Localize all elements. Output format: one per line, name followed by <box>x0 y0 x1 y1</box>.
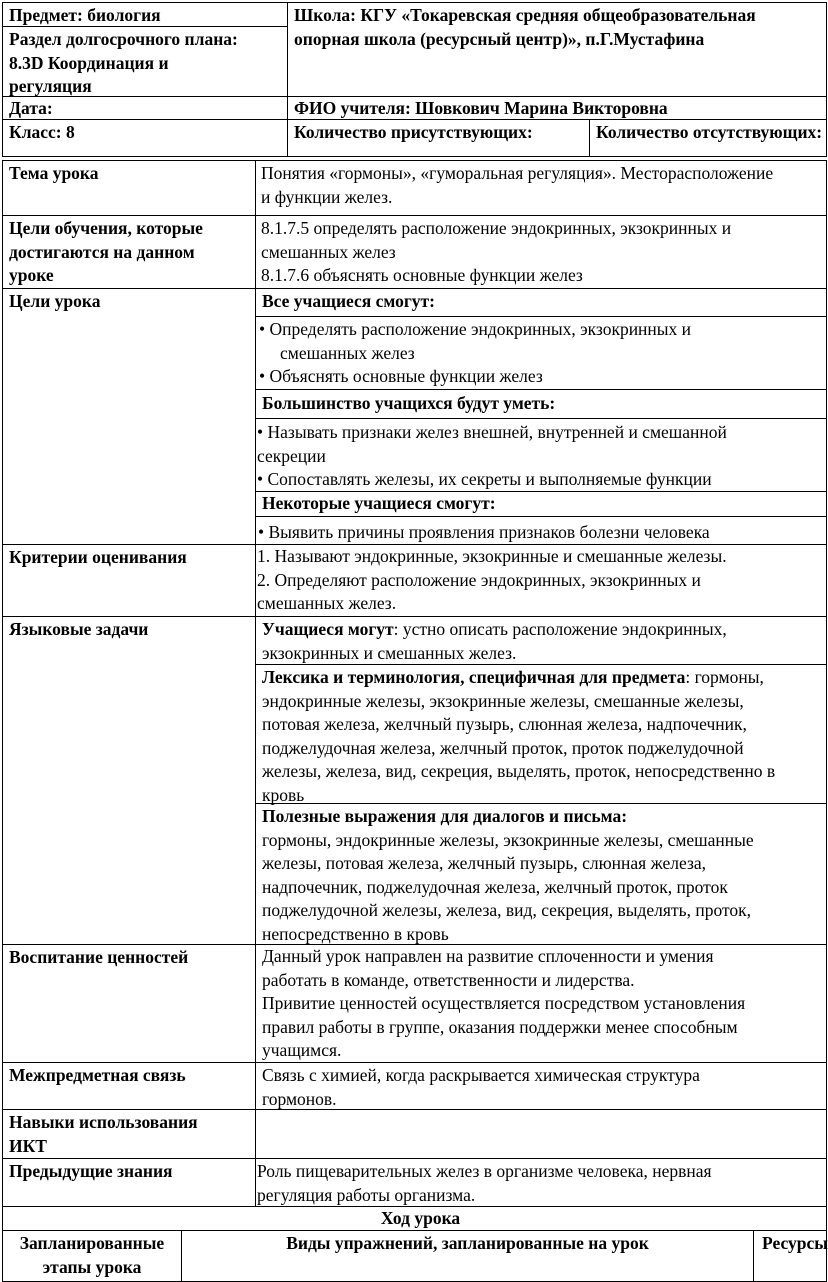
goals-some-item-1: • Выявить причины проявления признаков болезни человека <box>258 522 710 542</box>
ict-label-2: ИКТ <box>9 1135 47 1156</box>
language-vocab-bold: Лексика и терминология, специфичная для предмета <box>262 667 686 687</box>
course-col-activities: Виды упражнений, запланированные на урок <box>286 1233 649 1253</box>
section-cell <box>2 26 288 97</box>
criteria-label-cell <box>2 544 256 617</box>
crosscurricular-line-1: Связь с химией, когда раскрывается химическая структура <box>262 1065 700 1085</box>
goals-all-items-cell <box>255 316 827 390</box>
school-cell <box>287 2 827 97</box>
criteria-line-2: 2. Определяют расположение эндокринных, экзокринных и <box>257 569 701 590</box>
values-line-1: Данный урок направлен на развитие сплоченности и умения <box>262 946 714 966</box>
language-phrases-heading: Полезные выражения для диалогов и письма: <box>262 806 628 826</box>
language-phrases-line-1: гормоны, эндокринные железы, экзокринные железы, смешанные <box>262 829 754 850</box>
language-vocab-line-3: потовая железа, желчный пузырь, слюнная железа, надпочечник, <box>262 714 747 734</box>
prior-value-cell <box>255 1158 827 1207</box>
course-col-stages-1: Запланированные <box>19 1233 165 1253</box>
goals-all-item-2: • Объяснять основные функции желез <box>259 366 543 386</box>
language-phrases-line-3: надпочечник, поджелудочная железа, желчный проток, проток <box>262 876 728 897</box>
goals-most-item-2: • Сопоставлять железы, их секреты и выполняемые функции <box>257 469 712 489</box>
objectives-label-1: Цели обучения, которые <box>9 218 203 238</box>
school-line-1: Школа: КГУ «Токаревская средняя общеобразовательная <box>294 5 756 25</box>
teacher-cell <box>287 96 827 120</box>
values-line-4: правил работы в группе, оказания поддержки менее способным <box>262 1016 738 1037</box>
teacher-name: ФИО учителя: Шовкович Марина Викторовна <box>294 98 668 118</box>
crosscurricular-line-2: гормонов. <box>262 1088 337 1109</box>
class-label: Класс: 8 <box>9 122 75 142</box>
goals-most-item-1: • Называть признаки желез внешней, внутренней и смешанной <box>257 422 727 442</box>
goals-most-items-cell <box>255 418 827 492</box>
objectives-value-cell <box>255 215 827 289</box>
goals-most-heading-cell <box>255 389 827 419</box>
topic-line-2: и функции желез. <box>261 186 393 207</box>
present-label: Количество присутствующих: <box>294 122 533 142</box>
language-phrases-cell <box>255 803 827 945</box>
objectives-label-cell <box>2 215 256 289</box>
language-vocab-line-6: кровь <box>262 784 305 805</box>
course-col-stages-2: этапы урока <box>42 1256 142 1277</box>
objectives-label-3: уроке <box>9 265 54 285</box>
section-line-3: регуляция <box>9 76 92 96</box>
date-label: Дата: <box>9 98 53 118</box>
prior-line-2: регуляция работы организма. <box>257 1184 476 1205</box>
course-col-resources-cell <box>753 1230 827 1282</box>
values-label-cell <box>2 944 256 1063</box>
objectives-label-2: достигаются на данном <box>9 241 195 262</box>
topic-line-1: Понятия «гормоны», «гуморальная регуляция». Месторасположение <box>261 163 774 183</box>
course-col-activities-cell <box>181 1230 754 1282</box>
topic-label: Тема урока <box>9 163 99 183</box>
language-students-bold: Учащиеся могут <box>262 619 394 639</box>
objective-line-2: смешанных желез <box>261 241 396 262</box>
course-col-stages-cell <box>2 1230 182 1282</box>
language-vocab-line-4: поджелудочная железа, желчный проток, проток поджелудочной <box>262 737 744 758</box>
prior-label-cell <box>2 1158 256 1207</box>
goals-some-items-cell <box>255 516 827 545</box>
goals-most-heading: Большинство учащихся будут уметь: <box>262 393 556 413</box>
section-line-2: 8.3D Координация и <box>9 52 169 73</box>
values-line-2: работать в команде, ответственности и лидерства. <box>262 969 635 990</box>
prior-line-1: Роль пищеварительных желез в организме человека, нервная <box>257 1161 712 1181</box>
topic-label-cell <box>2 160 256 216</box>
language-students-rest: : устно описать расположение эндокринных, <box>393 619 727 639</box>
language-phrases-line-2: железы, потовая железа, желчный пузырь, слюнная железа, <box>262 853 706 873</box>
present-cell <box>287 119 590 157</box>
language-phrases-line-4: поджелудочной железы, железа, вид, секреция, выделять, проток, <box>262 900 752 920</box>
criteria-line-3: смешанных желез. <box>257 593 397 613</box>
goals-some-heading-cell <box>255 491 827 517</box>
goals-all-heading-cell <box>255 288 827 317</box>
goals-label-cell <box>2 288 256 545</box>
course-col-resources: Ресурсы <box>762 1233 828 1253</box>
topic-value-cell <box>255 160 827 216</box>
goals-all-heading: Все учащиеся смогут: <box>262 291 435 311</box>
goals-some-heading: Некоторые учащиеся смогут: <box>262 493 496 513</box>
values-line-5: учащимся. <box>262 1040 342 1060</box>
ict-value-cell <box>255 1109 827 1159</box>
language-students-line-2: экзокринных и смешанных желез. <box>262 642 517 663</box>
date-cell <box>2 96 288 120</box>
ict-label-cell <box>2 1109 256 1159</box>
subject-label: Предмет: биология <box>9 5 161 25</box>
ict-label-1: Навыки использования <box>9 1112 198 1132</box>
language-vocab-rest: : гормоны, <box>685 667 764 687</box>
crosscurricular-value-cell <box>255 1062 827 1110</box>
school-line-2: опорная школа (ресурсный центр)», п.Г.Мустафина <box>294 28 705 49</box>
objective-line-1: 8.1.7.5 определять расположение эндокринных, экзокринных и <box>261 218 732 238</box>
values-value-cell <box>255 944 827 1063</box>
absent-cell <box>589 119 827 157</box>
values-label: Воспитание ценностей <box>9 947 189 967</box>
goals-all-item-1-cont: смешанных желез <box>280 342 415 363</box>
course-heading: Ход урока <box>380 1208 461 1228</box>
goals-all-item-1: • Определять расположение эндокринных, экзокринных и <box>259 319 692 339</box>
section-line-1: Раздел долгосрочного плана: <box>9 29 238 49</box>
language-label: Языковые задачи <box>9 619 149 639</box>
prior-label: Предыдущие знания <box>9 1161 173 1181</box>
language-phrases-line-5: непосредственно в кровь <box>262 923 449 944</box>
class-cell <box>2 119 288 157</box>
crosscurricular-label: Межпредметная связь <box>9 1065 186 1085</box>
language-vocab-line-5: железы, железа, вид, секреция, выделять, проток, непосредственно в <box>262 761 776 781</box>
language-vocab-line-1 <box>262 666 820 690</box>
criteria-line-1: 1. Называют эндокринные, экзокринные и смешанные железы. <box>257 546 727 566</box>
absent-label: Количество отсутствующих: <box>596 122 823 142</box>
language-vocab-cell <box>255 664 827 804</box>
language-students-line-1 <box>262 618 820 642</box>
crosscurricular-label-cell <box>2 1062 256 1110</box>
language-students-cell <box>255 616 827 665</box>
course-heading-cell <box>2 1206 827 1231</box>
criteria-value-cell <box>255 544 827 617</box>
language-vocab-line-2: эндокринные железы, экзокринные железы, смешанные железы, <box>262 690 744 711</box>
objective-line-3: 8.1.7.6 объяснять основные функции желез <box>261 265 583 285</box>
criteria-label: Критерии оценивания <box>9 547 187 567</box>
language-label-cell <box>2 616 256 945</box>
values-line-3: Привитие ценностей осуществляется посредством установления <box>262 993 746 1013</box>
goals-most-item-1-cont: секреции <box>257 445 326 466</box>
goals-label: Цели урока <box>9 291 101 311</box>
